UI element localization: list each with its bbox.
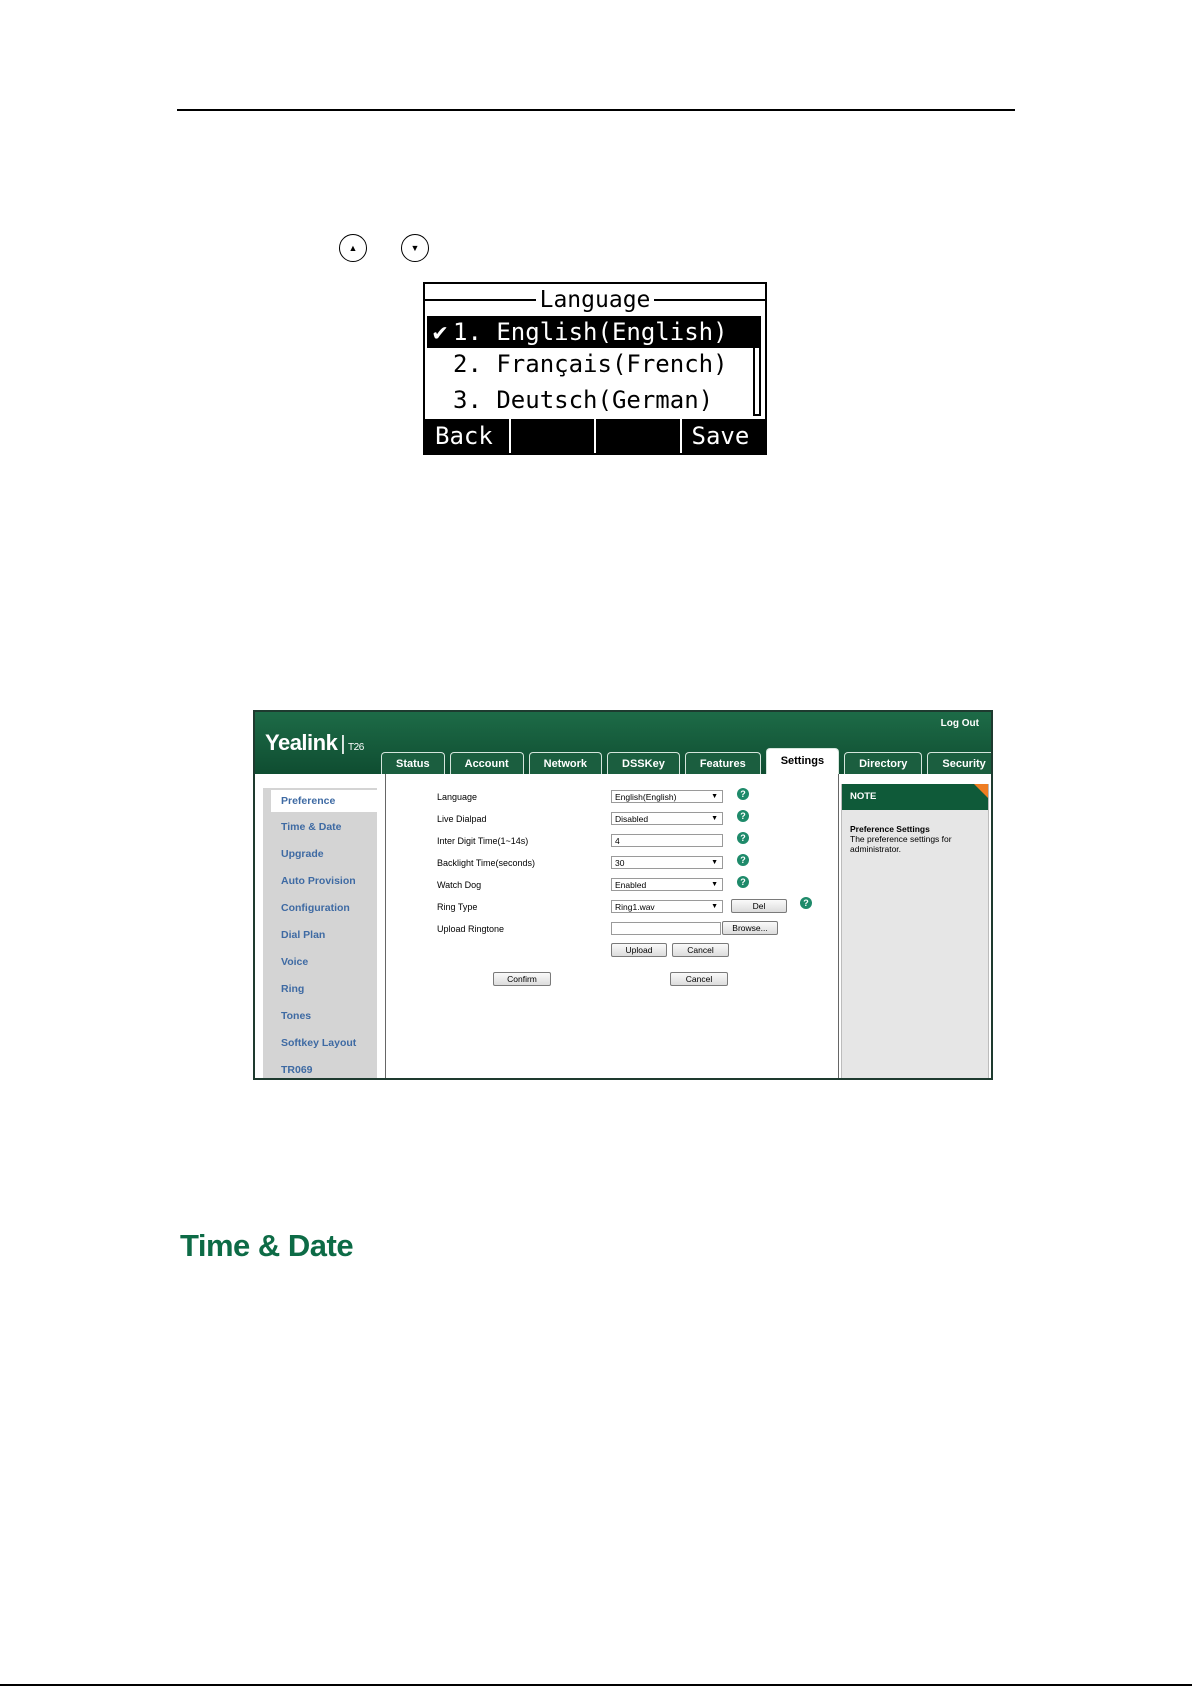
chevron-down-icon: ▼ — [711, 859, 718, 866]
softkey-save[interactable]: Save — [691, 422, 750, 450]
watch-dog-select[interactable] — [611, 878, 723, 891]
sidebar-item-softkey-layout[interactable]: Softkey Layout — [281, 1037, 357, 1049]
field-label-language: Language — [437, 792, 478, 802]
browse-button[interactable]: Browse... — [722, 921, 778, 935]
softkey-empty-2[interactable] — [511, 419, 597, 453]
help-icon[interactable]: ? — [737, 854, 749, 866]
softkey-empty-3[interactable] — [596, 419, 682, 453]
confirm-button[interactable]: Confirm — [493, 972, 551, 986]
chevron-down-icon: ▼ — [711, 793, 718, 800]
inter-digit-time-input[interactable]: 4 — [611, 834, 723, 847]
settings-sidebar — [263, 788, 377, 1078]
lcd-item-label: 3. Deutsch(German) — [453, 386, 714, 414]
chevron-down-icon: ▼ — [711, 815, 718, 822]
sidebar-item-tr069[interactable]: TR069 — [281, 1064, 313, 1076]
sidebar-item-ring[interactable]: Ring — [281, 983, 305, 995]
down-arrow-key-icon — [401, 234, 429, 262]
note-divider — [838, 774, 839, 1078]
main-tabs — [381, 750, 993, 774]
del-ringtone-button[interactable]: Del — [731, 899, 787, 913]
softkey-back[interactable]: Back — [425, 419, 511, 453]
section-title: Time & Date — [180, 1228, 354, 1263]
web-header — [255, 712, 991, 774]
select-value: English(English) — [615, 792, 677, 802]
field-label-live-dialpad: Live Dialpad — [437, 814, 487, 824]
live-dialpad-select[interactable] — [611, 812, 723, 825]
up-arrow-glyph: ▲ — [348, 242, 358, 253]
tab-account[interactable]: Account — [450, 752, 524, 774]
logo-model: T26 — [348, 742, 364, 753]
lcd-item-english[interactable] — [427, 316, 753, 348]
note-panel — [841, 784, 989, 1078]
main-divider — [385, 774, 386, 1078]
sidebar-item-voice[interactable]: Voice — [281, 956, 309, 968]
phone-lcd-screen — [423, 282, 767, 455]
lcd-item-german[interactable] — [427, 384, 753, 416]
ring-type-select[interactable] — [611, 900, 723, 913]
field-label-backlight-time: Backlight Time(seconds) — [437, 858, 536, 868]
cancel-upload-button[interactable]: Cancel — [672, 943, 729, 957]
sidebar-item-auto-provision[interactable]: Auto Provision — [281, 875, 356, 887]
note-corner-accent — [974, 784, 988, 798]
header-rule — [177, 109, 1015, 111]
tab-security[interactable]: Security — [927, 752, 993, 774]
field-label-watch-dog: Watch Dog — [437, 880, 482, 890]
lcd-softkey-bar — [425, 419, 765, 453]
tab-settings[interactable]: Settings — [766, 748, 839, 774]
note-text: The preference settings for administrator. — [850, 834, 952, 854]
cancel-button[interactable]: Cancel — [670, 972, 728, 986]
help-icon[interactable]: ? — [737, 788, 749, 800]
web-body — [255, 774, 991, 1078]
sidebar-item-preference[interactable]: Preference — [271, 790, 377, 812]
sidebar-item-time-date[interactable]: Time & Date — [281, 821, 342, 833]
upload-button[interactable]: Upload — [611, 943, 667, 957]
sidebar-item-tones[interactable]: Tones — [281, 1010, 312, 1022]
logout-link[interactable]: Log Out — [940, 718, 979, 729]
logo-separator: | — [340, 733, 346, 755]
lcd-scrollbar[interactable] — [753, 316, 761, 416]
lcd-item-label: 1. English(English) — [453, 318, 728, 346]
sidebar-item-configuration[interactable]: Configuration — [281, 902, 350, 914]
note-body — [850, 824, 982, 854]
sidebar-item-upgrade[interactable]: Upgrade — [281, 848, 324, 860]
note-title: NOTE — [842, 784, 988, 810]
note-heading: Preference Settings — [850, 824, 930, 834]
tab-directory[interactable]: Directory — [844, 752, 922, 774]
logo-brand: Yealink — [265, 730, 338, 755]
help-icon[interactable]: ? — [800, 897, 812, 909]
select-value: Disabled — [615, 814, 649, 824]
tab-features[interactable]: Features — [685, 752, 761, 774]
tab-status[interactable]: Status — [381, 752, 445, 774]
field-label-inter-digit-time: Inter Digit Time(1~14s) — [437, 836, 529, 846]
language-select[interactable] — [611, 790, 723, 803]
help-icon[interactable]: ? — [737, 876, 749, 888]
check-icon: ✔ — [432, 318, 448, 346]
chevron-down-icon: ▼ — [711, 881, 718, 888]
select-value: 30 — [615, 858, 625, 868]
web-ui-window — [253, 710, 993, 1080]
up-arrow-key-icon — [339, 234, 367, 262]
field-label-ring-type: Ring Type — [437, 902, 478, 912]
lcd-title: Language — [539, 287, 651, 313]
chevron-down-icon: ▼ — [711, 903, 718, 910]
help-icon[interactable]: ? — [737, 832, 749, 844]
field-label-upload-ringtone: Upload Ringtone — [437, 924, 505, 934]
lcd-item-french[interactable] — [427, 348, 753, 380]
lcd-scroll-thumb[interactable] — [755, 318, 759, 348]
select-value: Ring1.wav — [615, 902, 655, 912]
down-arrow-glyph: ▼ — [410, 242, 420, 253]
upload-ringtone-file-input[interactable] — [611, 922, 721, 935]
lcd-title-bar — [425, 284, 765, 316]
backlight-time-select[interactable] — [611, 856, 723, 869]
lcd-item-label: 2. Français(French) — [453, 350, 728, 378]
tab-dsskey[interactable]: DSSKey — [607, 752, 680, 774]
tab-network[interactable]: Network — [529, 752, 602, 774]
select-value: Enabled — [615, 880, 647, 890]
help-icon[interactable]: ? — [737, 810, 749, 822]
sidebar-item-dial-plan[interactable]: Dial Plan — [281, 929, 326, 941]
yealink-logo — [265, 730, 364, 756]
